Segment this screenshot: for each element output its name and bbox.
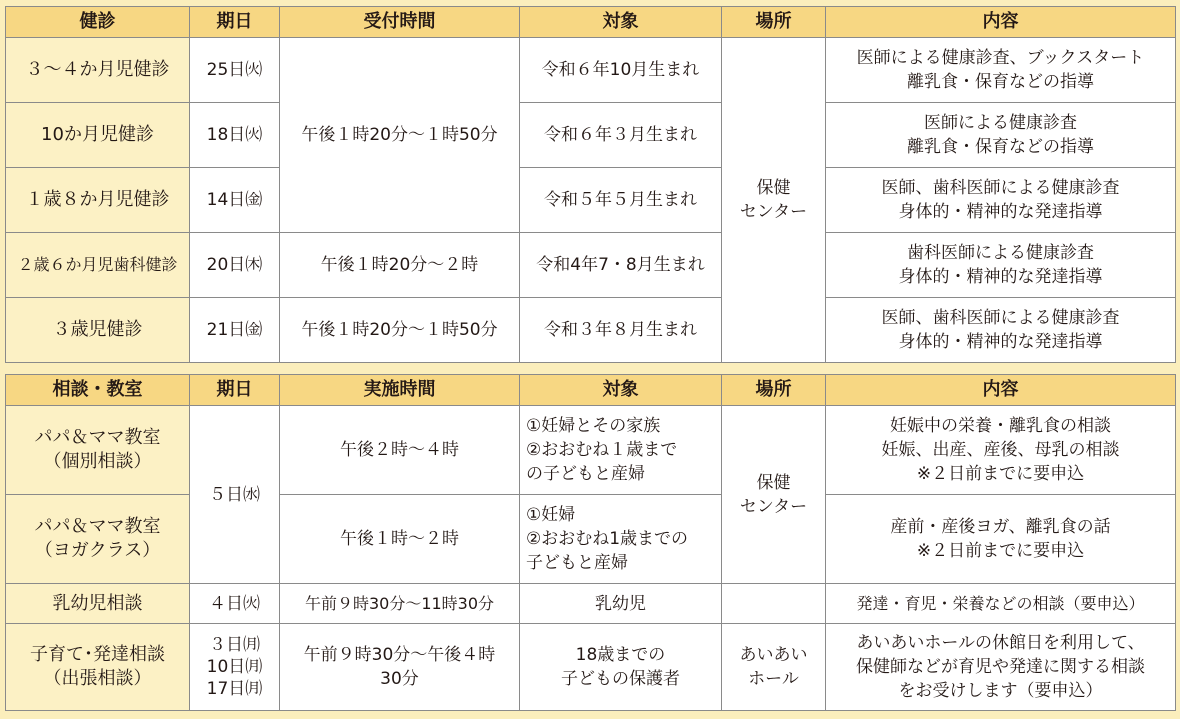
table-row [6, 38, 1176, 103]
name-line: （出張相談） [43, 668, 152, 689]
consultation-time [280, 624, 520, 711]
reception-time: 午後１時20分～２時 [280, 233, 520, 298]
content-line: 身体的・精神的な発達指導 [898, 332, 1103, 352]
target-line: 子どもと産婦 [526, 553, 628, 573]
table-row [6, 103, 1176, 168]
content-line: をお受けします（要申込） [898, 681, 1103, 701]
table-row [6, 233, 1176, 298]
consultation-target [520, 495, 722, 584]
target-line: 子どもの保護者 [561, 669, 680, 689]
checkup-name: １歳８か月児健診 [6, 168, 190, 233]
name-line: 子育て･発達相談 [30, 644, 165, 665]
table-row [6, 495, 1176, 584]
consultation-place [722, 624, 826, 711]
target-line: の子どもと産婦 [526, 464, 645, 484]
checkup-date: 25日㈫ [190, 38, 280, 103]
content-line: ※２日前までに要申込 [916, 464, 1085, 484]
consultation-content [826, 406, 1176, 495]
col-header-checkup: 健診 [6, 7, 190, 38]
checkup-content [826, 298, 1176, 363]
content-line: 医師、歯科医師による健康診査 [881, 178, 1120, 198]
consultation-time: 午後２時～４時 [280, 406, 520, 495]
checkup-name: ２歳６か月児歯科健診 [6, 233, 190, 298]
name-line: パパ＆ママ教室 [34, 427, 161, 448]
reception-time: 午後１時20分～１時50分 [280, 298, 520, 363]
checkup-target: 令和５年５月生まれ [520, 168, 722, 233]
col-header-target: 対象 [520, 375, 722, 406]
col-header-target: 対象 [520, 7, 722, 38]
table-row [6, 168, 1176, 233]
consultation-name [6, 495, 190, 584]
target-line: ①妊婦とその家族 [526, 416, 661, 436]
checkup-place [722, 38, 826, 363]
date-line: 17日㈪ [206, 679, 263, 699]
checkup-date: 18日㈫ [190, 103, 280, 168]
checkup-target: 令和３年８月生まれ [520, 298, 722, 363]
col-header-content: 内容 [826, 7, 1176, 38]
name-line: （ヨガクラス） [34, 540, 161, 561]
content-line: 離乳食・保育などの指導 [907, 137, 1094, 157]
content-line: 歯科医師による健康診査 [907, 243, 1094, 263]
target-line: ②おおむね1歳までの [526, 529, 689, 549]
target-line: ②おおむね１歳まで [526, 440, 678, 460]
content-line: 医師による健康診査、ブックスタート [856, 48, 1145, 68]
consultation-name: 乳幼児相談 [6, 584, 190, 624]
consultation-content [826, 624, 1176, 711]
consultation-name [6, 624, 190, 711]
content-line: 身体的・精神的な発達指導 [898, 202, 1103, 222]
header-row [6, 7, 1176, 38]
content-line: 妊娠、出産、産後、母乳の相談 [881, 440, 1120, 460]
content-line: ※２日前までに要申込 [916, 541, 1085, 561]
consultation-table [5, 374, 1176, 711]
consultation-target [520, 624, 722, 711]
checkup-content [826, 38, 1176, 103]
consultation-time: 午後１時～２時 [280, 495, 520, 584]
place-line: 保健 [756, 178, 791, 198]
col-header-content: 内容 [826, 375, 1176, 406]
target-line: ①妊婦 [526, 505, 576, 525]
place-line: あいあい [739, 645, 808, 665]
content-line: 身体的・精神的な発達指導 [898, 267, 1103, 287]
content-line: 離乳食・保育などの指導 [907, 72, 1094, 92]
checkup-name: ３～４か月児健診 [6, 38, 190, 103]
target-line: 18歳までの [575, 645, 666, 665]
consultation-date: ５日㈬ [190, 406, 280, 584]
checkup-content [826, 233, 1176, 298]
consultation-target: 乳幼児 [520, 584, 722, 624]
time-line: 30分 [380, 669, 419, 689]
col-header-date: 期日 [190, 375, 280, 406]
col-header-place: 場所 [722, 7, 826, 38]
name-line: （個別相談） [43, 451, 152, 472]
date-line: 10日㈪ [206, 657, 263, 677]
table-row [6, 624, 1176, 711]
consultation-content [826, 495, 1176, 584]
col-header-consultation: 相談・教室 [6, 375, 190, 406]
col-header-date: 期日 [190, 7, 280, 38]
time-line: 午前９時30分～午後４時 [303, 645, 496, 665]
checkup-target: 令和６年３月生まれ [520, 103, 722, 168]
col-header-reception-time: 受付時間 [280, 7, 520, 38]
consultation-time: 午前９時30分～11時30分 [280, 584, 520, 624]
col-header-time: 実施時間 [280, 375, 520, 406]
content-line: 保健師などが育児や発達に関する相談 [856, 657, 1145, 677]
checkup-name: 10か月児健診 [6, 103, 190, 168]
consultation-content: 発達・育児・栄養などの相談（要申込） [826, 584, 1176, 624]
header-row [6, 375, 1176, 406]
consultation-place [722, 406, 826, 584]
content-line: 産前・産後ヨガ、離乳食の話 [890, 517, 1111, 537]
content-line: 妊娠中の栄養・離乳食の相談 [890, 416, 1111, 436]
consultation-place-continued [722, 584, 826, 624]
reception-time: 午後１時20分～１時50分 [280, 38, 520, 233]
table-row [6, 406, 1176, 495]
checkup-content [826, 103, 1176, 168]
place-line: センター [739, 202, 808, 222]
place-line: ホール [748, 669, 799, 689]
consultation-name [6, 406, 190, 495]
checkup-date: 21日㈮ [190, 298, 280, 363]
table-row [6, 584, 1176, 624]
date-line: ３日㈪ [209, 635, 260, 655]
content-line: 医師、歯科医師による健康診査 [881, 308, 1120, 328]
table-row [6, 298, 1176, 363]
consultation-date: ４日㈫ [190, 584, 280, 624]
checkup-date: 14日㈮ [190, 168, 280, 233]
consultation-date [190, 624, 280, 711]
checkup-date: 20日㈭ [190, 233, 280, 298]
checkup-content [826, 168, 1176, 233]
place-line: センター [739, 496, 808, 517]
place-line: 保健 [756, 472, 791, 493]
content-line: 医師による健康診査 [924, 113, 1077, 133]
checkup-target: 令和６年10月生まれ [520, 38, 722, 103]
checkup-target: 令和4年7・8月生まれ [520, 233, 722, 298]
content-line: あいあいホールの休館日を利用して、 [856, 633, 1145, 653]
name-line: パパ＆ママ教室 [34, 516, 161, 537]
col-header-place: 場所 [722, 375, 826, 406]
checkup-name: ３歳児健診 [6, 298, 190, 363]
consultation-target [520, 406, 722, 495]
health-checkup-table [5, 6, 1176, 363]
